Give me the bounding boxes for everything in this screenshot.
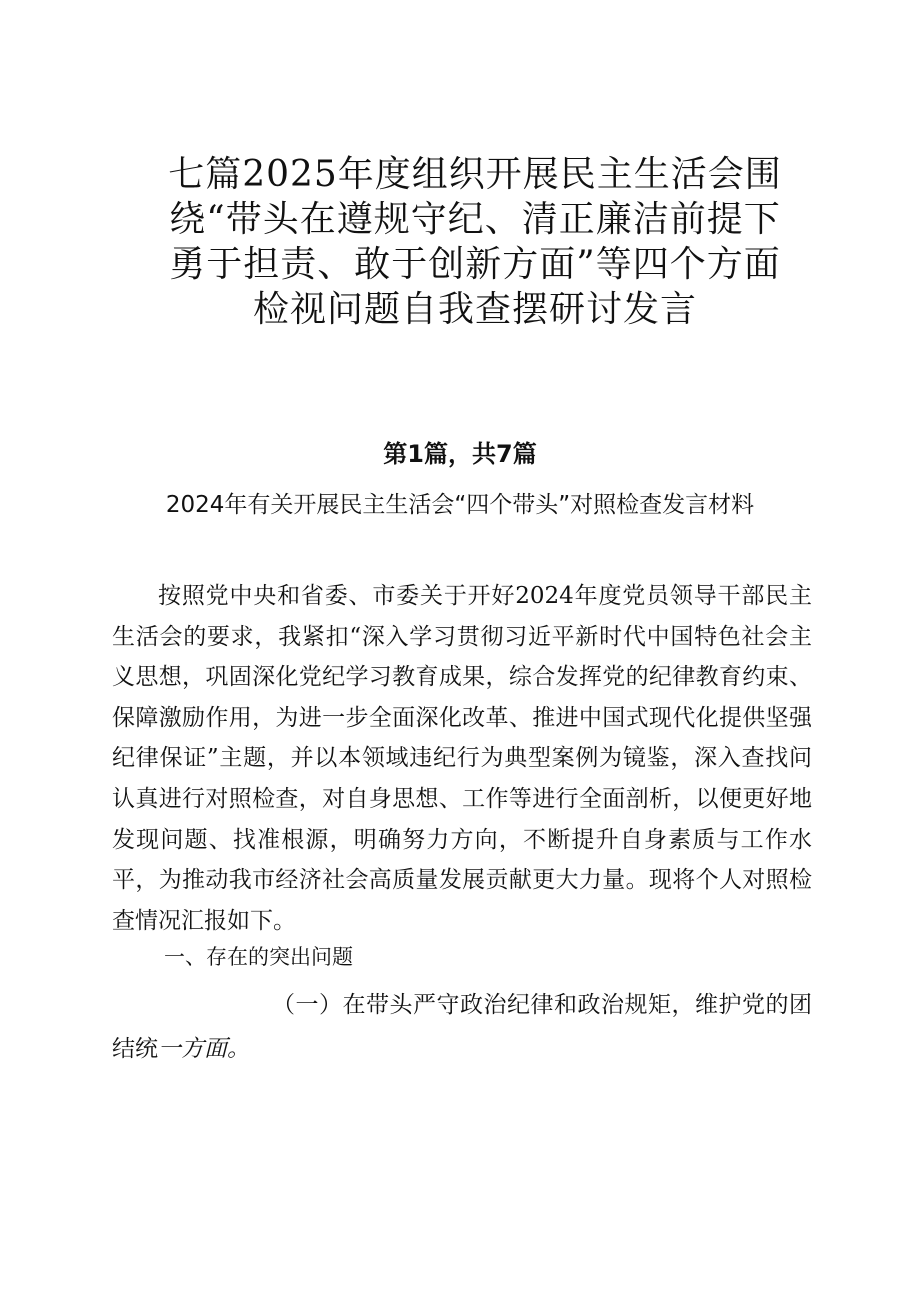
- subsection-main-text: （一）在带头严守政治纪律和政治规矩，维护党的团结统: [112, 992, 812, 1062]
- speech-title: 2024年有关开展民主生活会“四个带头”对照检查发言材料: [165, 492, 755, 518]
- document-title: 七篇2025年度组织开展民主生活会围绕“带头在遵规守纪、清正廉洁前提下勇于担责、敢于创新方面”等四个方面检视问题自我查摆研讨发言: [168, 154, 782, 330]
- subsection-tail-text: 一方面。: [158, 1036, 250, 1062]
- part-label: 第1篇，共7篇: [383, 440, 537, 468]
- section-heading: 一、存在的突出问题: [164, 945, 353, 969]
- intro-paragraph: 按照党中央和省委、市委关于开好2024年度党员领导干部民主生活会的要求，我紧扣“深入学习贯彻习近平新时代中国特色社会主义思想，巩固深化党纪学习教育成果，综合发挥党的纪律教育约束、保障激励作用，为进一步全面深化改革、推进中国式现代化提供坚强纪律保证”主题，并以本领域违纪行为典型案例为镜鉴，深入查找问认真进行对照检查，对自身思想、工作等进行全面剖析，以便更好地发现问题、找准根源，明确努力方向，不断提升自身素质与工作水平，为推动我市经济社会高质量发展贡献更大力量。现将个人对照检查情况汇报如下。: [112, 583, 812, 934]
- subsection-heading: [112, 983, 812, 1071]
